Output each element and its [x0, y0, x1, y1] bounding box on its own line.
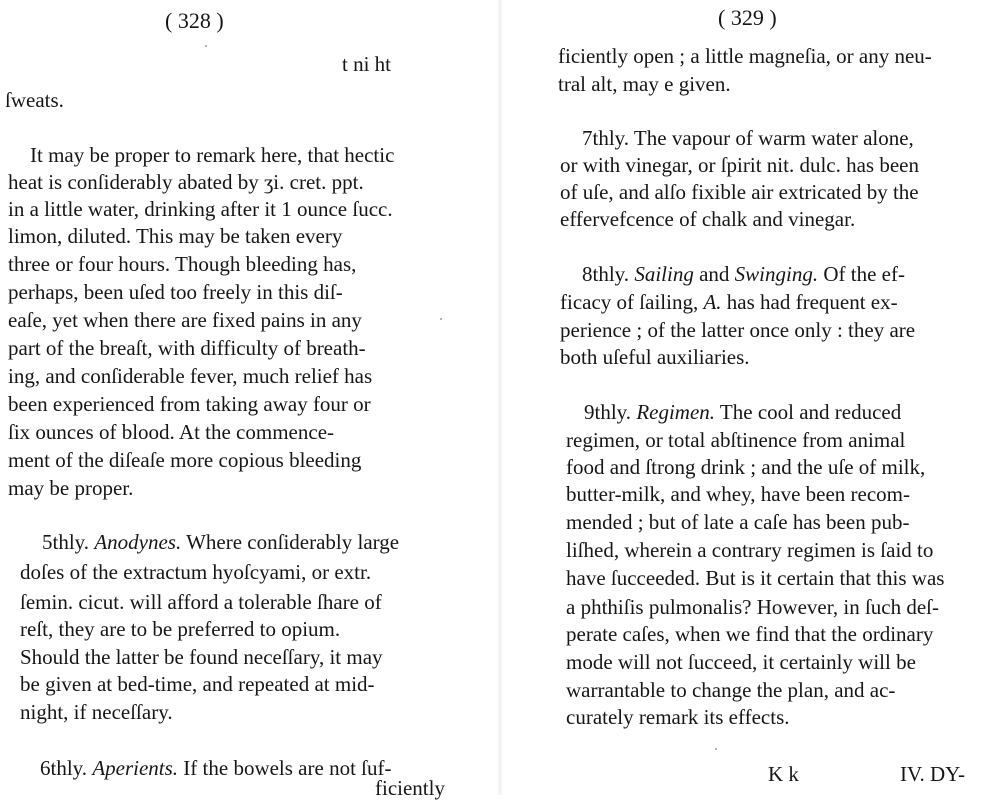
text-line: three or four hours. Though bleeding has, [8, 252, 357, 276]
text-line: ing, and conſiderable fever, much relief has [8, 364, 373, 388]
text-span: has had frequent ex- [726, 290, 898, 314]
text-line: in a little water, drinking after it 1 ounce ſucc. [8, 197, 393, 221]
author-initial: A. [703, 290, 722, 314]
text-line: doſes of the extractum hyoſcyami, or extr. [20, 560, 372, 584]
text-line [584, 400, 901, 424]
text-span: The cool and reduced [719, 400, 902, 424]
text-line: reſt, they are to be preferred to opium. [20, 617, 341, 641]
section-heading: Swinging. [734, 262, 819, 286]
page-number-right: ( 329 ) [718, 5, 777, 30]
text-line: regimen, or total abſtinence from animal [566, 428, 906, 452]
paragraph-lead: 8thly. [582, 262, 630, 286]
catchword: IV. DY- [900, 762, 965, 786]
text-line: both uſeful auxiliaries. [560, 345, 750, 369]
text-line [40, 756, 391, 780]
section-heading: Regimen. [636, 400, 716, 424]
signature-mark: K k [768, 762, 799, 786]
text-line: ſix ounces of blood. At the commence- [8, 420, 335, 444]
text-line: may be proper. [8, 476, 134, 500]
text-span: Of the ef- [823, 262, 905, 286]
text-line: perhaps, been uſed too freely in this diſ- [8, 280, 343, 304]
text-line: Should the latter be found neceſſary, it may [20, 645, 383, 669]
text-line: mended ; but of late a caſe has been pub- [566, 510, 910, 534]
text-line: butter-milk, and whey, have been recom- [566, 482, 910, 506]
text-line: perience ; of the latter once only : they are [560, 318, 916, 342]
paper-speck [205, 45, 207, 47]
text-line: heat is conſiderably abated by ʒi. cret. ppt. [8, 170, 364, 194]
text-span: If the bowels are not ſuf- [183, 756, 392, 780]
page-number-left: ( 328 ) [165, 8, 224, 33]
text-line: perate caſes, when we find that the ordinary [566, 622, 934, 646]
text-line: mode will not ſucceed, it certainly will be [566, 650, 916, 674]
text-line: ficiently open ; a little magneſia, or any neu- [558, 44, 932, 68]
text-line: curately remark its effects. [566, 705, 790, 729]
paragraph-lead: 5thly. [42, 530, 90, 554]
text-line [582, 262, 905, 286]
text-line: limon, diluted. This may be taken every [8, 224, 343, 248]
section-heading: Anodynes. [94, 530, 182, 554]
right-page [500, 0, 1000, 795]
paper-speck [715, 748, 717, 750]
text-line [560, 290, 898, 314]
text-line: of uſe, and alſo fixible air extricated by the [560, 180, 919, 204]
catchword: ficiently [375, 776, 445, 800]
text-line: ſemin. cicut. will afford a tolerable ſhare of [20, 590, 382, 614]
text-line: It may be proper to remark here, that hectic [30, 143, 395, 167]
text-line [42, 530, 399, 554]
text-line: have ſucceeded. But is it certain that this was [566, 566, 945, 590]
section-heading: Sailing [634, 262, 694, 286]
text-line: warrantable to change the plan, and ac- [566, 678, 896, 702]
text-line: ſweats. [5, 88, 64, 112]
text-span: and [699, 262, 730, 286]
text-line: tral alt, may e given. [558, 72, 731, 96]
text-line: be given at bed-time, and repeated at mid- [20, 672, 375, 696]
text-span: Where conſiderably large [186, 530, 400, 554]
text-line: liſhed, wherein a contrary regimen is ſaid to [566, 538, 934, 562]
text-line: or with vinegar, or ſpirit nit. dulc. has been [560, 153, 919, 177]
text-line: part of the breaſt, with difficulty of breath- [8, 336, 366, 360]
text-line: eaſe, yet when there are fixed pains in any [8, 308, 362, 332]
text-line: 7thly. The vapour of warm water alone, [582, 126, 914, 150]
text-span: ficacy of ſailing, [560, 290, 699, 314]
text-line: a phthiſis pulmonalis? However, in ſuch deſ- [566, 595, 939, 619]
section-heading: Aperients. [92, 756, 179, 780]
text-line: effervefcence of chalk and vinegar. [560, 207, 856, 231]
text-line: night, if neceſſary. [20, 700, 173, 724]
text-line: ment of the diſeaſe more copious bleeding [8, 448, 362, 472]
text-line: been experienced from taking away four or [8, 392, 371, 416]
paragraph-lead: 9thly. [584, 400, 632, 424]
paper-speck [440, 318, 442, 320]
paragraph-lead: 6thly. [40, 756, 88, 780]
text-line: food and ſtrong drink ; and the uſe of milk, [566, 455, 926, 479]
text-line: t ni ht [342, 52, 392, 76]
